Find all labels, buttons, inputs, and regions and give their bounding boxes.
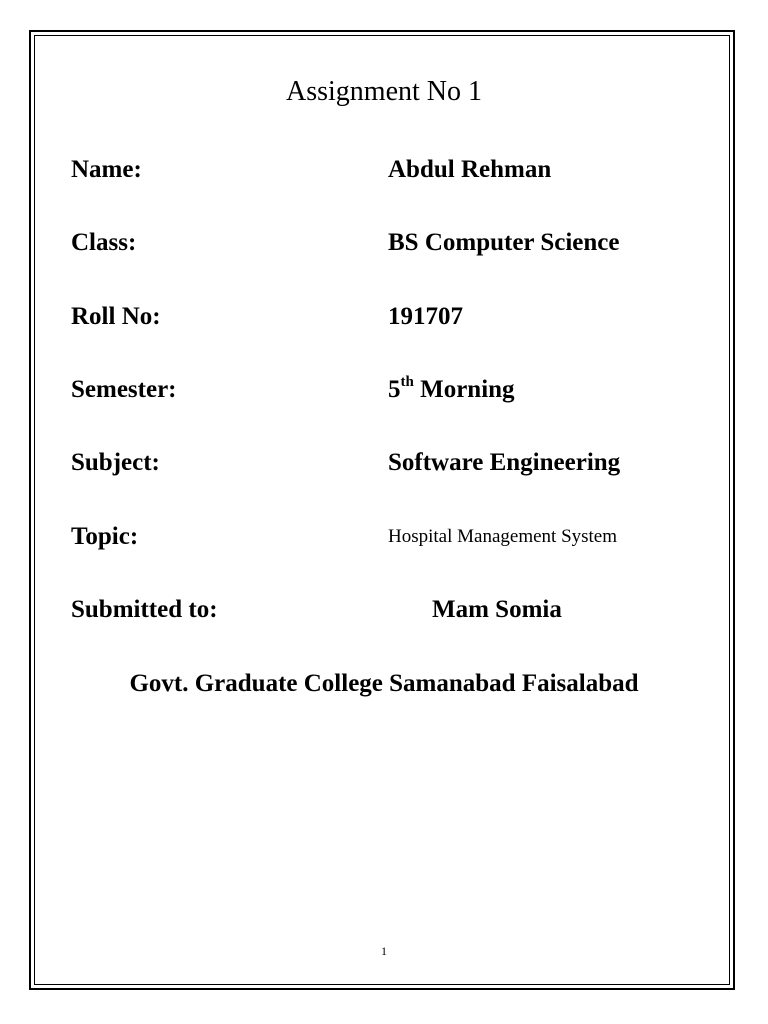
field-row-class <box>0 226 768 260</box>
field-value-semester <box>388 373 515 407</box>
field-value-name: Abdul Rehman <box>388 156 552 183</box>
field-label-class: Class: <box>71 229 137 256</box>
semester-number: 5 <box>388 376 401 403</box>
document-title: Assignment No 1 <box>286 76 482 107</box>
semester-ordinal-suffix: th <box>400 373 414 390</box>
field-row-subject <box>0 446 768 480</box>
field-label-roll-no: Roll No: <box>71 303 161 330</box>
field-row-semester <box>0 373 768 407</box>
field-label-submitted-to: Submitted to: <box>71 596 218 623</box>
page-number: 1 <box>381 944 387 958</box>
field-label-subject: Subject: <box>71 449 160 476</box>
semester-session: Morning <box>413 376 515 403</box>
field-row-roll-no <box>0 300 768 334</box>
field-row-submitted-to <box>0 593 768 627</box>
field-label-topic: Topic: <box>71 523 139 550</box>
field-label-semester: Semester: <box>71 376 177 403</box>
field-value-submitted-to: Mam Somia <box>432 596 562 623</box>
field-value-roll-no: 191707 <box>388 303 463 330</box>
field-value-subject: Software Engineering <box>388 449 621 476</box>
field-row-name <box>0 153 768 187</box>
field-row-topic <box>0 520 768 554</box>
field-value-topic: Hospital Management System <box>388 526 618 547</box>
field-label-name: Name: <box>71 156 142 183</box>
college-name: Govt. Graduate College Samanabad Faisalabad <box>129 670 639 697</box>
field-value-class: BS Computer Science <box>388 229 620 256</box>
